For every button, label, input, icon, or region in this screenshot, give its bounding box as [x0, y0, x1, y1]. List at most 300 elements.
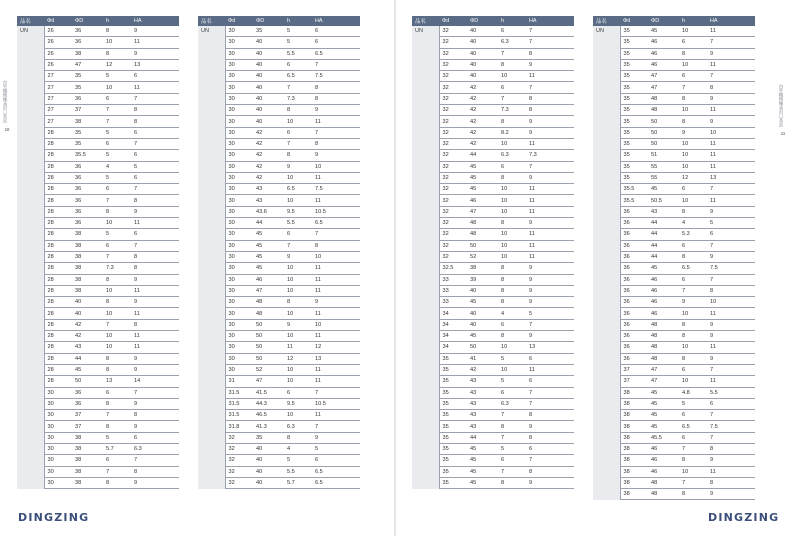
table-cell: 7 [312, 387, 360, 398]
table-row [198, 26, 360, 37]
table-cell: 28 [44, 150, 72, 161]
table-cell: 46 [253, 274, 284, 285]
table-cell: 9 [707, 319, 755, 330]
table-cell: 11 [526, 206, 574, 217]
table-cell: 6 [679, 71, 707, 82]
table-cell: 30 [225, 206, 253, 217]
table-cell: 7 [707, 37, 755, 48]
table-cell: 30 [225, 195, 253, 206]
table-cell: 6 [679, 274, 707, 285]
table-cell: 34 [439, 308, 467, 319]
table-cell: 13 [103, 376, 131, 387]
table-cell: 10 [498, 251, 526, 262]
table-cell: 35 [620, 138, 648, 149]
table-cell: 28 [44, 218, 72, 229]
table-cell: 33 [439, 274, 467, 285]
table-cell: 26 [44, 48, 72, 59]
table-cell: 5 [284, 455, 312, 466]
table-cell: 10 [284, 364, 312, 375]
table-cell: 35 [439, 398, 467, 409]
table-cell: 40 [467, 59, 498, 70]
table-cell: 11 [707, 26, 755, 37]
table-cell: 8 [131, 319, 179, 330]
table-cell: 11 [312, 285, 360, 296]
table-cell: 36 [620, 331, 648, 342]
table-cell: 6 [679, 240, 707, 251]
table-cell: 8 [284, 432, 312, 443]
table-cell: 48 [253, 308, 284, 319]
table-cell: 8 [498, 218, 526, 229]
table-cell: 12 [284, 353, 312, 364]
table-cell: 32 [439, 26, 467, 37]
table-cell: 7 [707, 274, 755, 285]
table-cell: 9 [707, 489, 755, 500]
table-cell: 50 [648, 138, 679, 149]
table-cell: 35 [620, 150, 648, 161]
table-cell: 8 [679, 489, 707, 500]
table-cell: 41.5 [253, 387, 284, 398]
table-cell: 38 [72, 285, 103, 296]
table-cell: 32 [439, 206, 467, 217]
table-cell: 5 [498, 376, 526, 387]
table-cell: 6 [284, 229, 312, 240]
table-cell: 55 [648, 172, 679, 183]
table-cell: 10 [103, 308, 131, 319]
table-cell: 5 [103, 432, 131, 443]
table-cell: 10 [103, 82, 131, 93]
table-cell: 10 [679, 342, 707, 353]
table-cell: 10 [498, 184, 526, 195]
table-cell: 45 [72, 364, 103, 375]
table-cell: 35 [620, 26, 648, 37]
table-cell: 30 [44, 443, 72, 454]
table-cell: 4 [284, 443, 312, 454]
table-cell: 45 [253, 240, 284, 251]
table-cell: 36 [72, 93, 103, 104]
table-cell: 28 [44, 172, 72, 183]
table-cell: 31 [225, 376, 253, 387]
table-cell: 8 [526, 93, 574, 104]
table-cell: 8 [707, 82, 755, 93]
table-cell: 6 [526, 443, 574, 454]
table-cell: 11 [312, 364, 360, 375]
table-cell: 38 [620, 410, 648, 421]
table-cell: 7.3 [498, 105, 526, 116]
table-cell: 30 [225, 105, 253, 116]
table-cell: 35 [620, 82, 648, 93]
table-cell: 43 [72, 342, 103, 353]
table-cell: 11 [131, 331, 179, 342]
table-cell: 40 [467, 48, 498, 59]
table-cell: 28 [44, 138, 72, 149]
table-cell: 42 [467, 93, 498, 104]
table-cell: 9 [131, 421, 179, 432]
table-cell: 8 [498, 477, 526, 488]
table-cell: 45 [467, 297, 498, 308]
table-cell: 8 [707, 285, 755, 296]
table-cell: 11 [312, 376, 360, 387]
table-cell: 8 [284, 297, 312, 308]
table-cell: 11 [707, 105, 755, 116]
table-cell: 35 [620, 48, 648, 59]
table-cell: 7 [526, 161, 574, 172]
table-cell: 4 [103, 161, 131, 172]
table-cell: 10 [679, 59, 707, 70]
table-cell: 8 [498, 285, 526, 296]
table-cell: 40 [72, 297, 103, 308]
table-cell: 45 [467, 443, 498, 454]
table-cell: 36 [620, 319, 648, 330]
table-cell: 8 [312, 138, 360, 149]
table-cell: 8 [498, 172, 526, 183]
table-cell: 9 [131, 364, 179, 375]
table-cell: 10 [284, 263, 312, 274]
table-cell: 5 [103, 150, 131, 161]
table-cell: 47 [253, 285, 284, 296]
table-cell: 11 [526, 364, 574, 375]
table-cell: 11 [526, 71, 574, 82]
table-cell: 37 [72, 421, 103, 432]
table-cell: 35 [620, 93, 648, 104]
table-cell: 32 [225, 455, 253, 466]
table-cell: 9 [284, 319, 312, 330]
table-cell: 6.3 [284, 421, 312, 432]
table-cell: 35 [72, 71, 103, 82]
table-cell: 10 [498, 71, 526, 82]
table-cell: 30 [225, 218, 253, 229]
table-cell: 51 [648, 150, 679, 161]
table-cell: 30 [225, 263, 253, 274]
table-cell: 5.5 [284, 466, 312, 477]
table-cell: 10 [498, 206, 526, 217]
table-cell: 32 [225, 466, 253, 477]
table-cell: 27 [44, 93, 72, 104]
table-cell: 7 [526, 37, 574, 48]
table-cell: 8 [103, 206, 131, 217]
table-row [412, 26, 574, 37]
table-cell: 32 [439, 71, 467, 82]
table-cell: 8 [679, 353, 707, 364]
table-cell: 10 [679, 150, 707, 161]
table-cell: 36 [620, 251, 648, 262]
table-cell: 43 [467, 410, 498, 421]
table-cell: 5.7 [284, 477, 312, 488]
column-header: HA [707, 16, 755, 26]
table-cell: 7 [707, 71, 755, 82]
column-header: 品名 [593, 16, 620, 26]
table-cell: 35 [620, 116, 648, 127]
table-cell: 35 [253, 26, 284, 37]
table-cell: 38 [620, 432, 648, 443]
table-cell: 37 [620, 376, 648, 387]
table-cell: 10 [284, 195, 312, 206]
table-cell: 35 [439, 387, 467, 398]
table-cell: 10 [679, 26, 707, 37]
table-cell: 8 [312, 240, 360, 251]
table-cell: 8 [103, 274, 131, 285]
table-cell: 5 [679, 398, 707, 409]
table-cell: 10 [284, 376, 312, 387]
table-cell: 40 [253, 105, 284, 116]
table-cell: 26 [44, 26, 72, 37]
table-cell: 7 [312, 229, 360, 240]
table-cell: 28 [44, 285, 72, 296]
table-cell: 35.5 [72, 150, 103, 161]
table-cell: 30 [225, 59, 253, 70]
table-cell: 5.5 [284, 48, 312, 59]
table-cell: 42 [467, 82, 498, 93]
table-cell: 8 [131, 251, 179, 262]
seal-table-3 [412, 16, 574, 489]
table-cell: 50 [648, 116, 679, 127]
table-cell: 9 [707, 93, 755, 104]
table-cell: 5.7 [103, 443, 131, 454]
product-name-cell: UN [593, 26, 620, 500]
table-cell: 11 [526, 184, 574, 195]
table-cell: 48 [648, 353, 679, 364]
table-cell: 5.5 [707, 387, 755, 398]
table-cell: 42 [72, 331, 103, 342]
table-cell: 8 [131, 410, 179, 421]
table-cell: 8 [284, 150, 312, 161]
table-cell: 7 [131, 93, 179, 104]
table-cell: 6.3 [498, 37, 526, 48]
table-cell: 32 [439, 184, 467, 195]
table-cell: 5.3 [679, 229, 707, 240]
table-cell: 9 [707, 353, 755, 364]
table-cell: 11 [131, 285, 179, 296]
table-cell: 45 [467, 172, 498, 183]
table-cell: 42 [253, 127, 284, 138]
table-cell: 28 [44, 353, 72, 364]
table-cell: 10 [498, 138, 526, 149]
table-cell: 32 [439, 37, 467, 48]
table-cell: 43 [467, 421, 498, 432]
table-cell: 31.5 [225, 387, 253, 398]
page-number-left: 10 [4, 127, 10, 132]
table-cell: 42 [467, 127, 498, 138]
table-cell: 35.5 [620, 195, 648, 206]
table-cell: 48 [648, 331, 679, 342]
product-name-cell: UN [412, 26, 439, 489]
table-cell: 7 [498, 466, 526, 477]
page-gutter [394, 0, 396, 536]
table-cell: 36 [620, 353, 648, 364]
table-cell: 31.8 [225, 421, 253, 432]
table-cell: 6 [498, 387, 526, 398]
table-cell: 10 [103, 218, 131, 229]
table-cell: 30 [225, 319, 253, 330]
table-cell: 44 [648, 229, 679, 240]
table-cell: 26 [44, 59, 72, 70]
seal-table-2 [198, 16, 360, 489]
table-cell: 9 [707, 331, 755, 342]
table-cell: 32 [439, 229, 467, 240]
table-cell: 8 [679, 331, 707, 342]
table-cell: 46 [467, 195, 498, 206]
table-cell: 9 [526, 218, 574, 229]
table-cell: 7 [526, 319, 574, 330]
table-cell: 38 [72, 477, 103, 488]
table-cell: 10 [679, 161, 707, 172]
table-cell: 30 [44, 387, 72, 398]
table-cell: 28 [44, 127, 72, 138]
table-cell: 6 [526, 376, 574, 387]
table-cell: 32 [439, 82, 467, 93]
table-cell: 10 [679, 105, 707, 116]
table-cell: 45 [253, 229, 284, 240]
table-cell: 27 [44, 116, 72, 127]
table-cell: 10 [707, 297, 755, 308]
table-cell: 48 [253, 297, 284, 308]
table-cell: 38 [620, 466, 648, 477]
side-label-right-text: 內外機械軸承封口基站 [779, 84, 784, 127]
table-cell: 30 [225, 229, 253, 240]
column-header: Φd [44, 16, 72, 26]
table-cell: 28 [44, 229, 72, 240]
table-cell: 30 [44, 410, 72, 421]
table-cell: 45 [648, 410, 679, 421]
table-cell: 11 [131, 82, 179, 93]
table-cell: 7 [526, 398, 574, 409]
table-cell: 43 [253, 184, 284, 195]
table-cell: 8 [131, 466, 179, 477]
table-cell: 7 [498, 410, 526, 421]
table-cell: 10 [679, 308, 707, 319]
table-cell: 35 [439, 364, 467, 375]
seal-table-4 [593, 16, 755, 500]
column-header: h [679, 16, 707, 26]
table-cell: 11 [707, 376, 755, 387]
table-cell: 36 [72, 387, 103, 398]
product-name-cell: UN [17, 26, 44, 489]
table-cell: 45 [253, 251, 284, 262]
table-cell: 8 [312, 82, 360, 93]
table-cell: 6 [284, 59, 312, 70]
table-cell: 38 [72, 274, 103, 285]
table-cell: 6.3 [498, 150, 526, 161]
table-cell: 42 [253, 161, 284, 172]
table-cell: 33 [439, 285, 467, 296]
table-cell: 7.5 [312, 71, 360, 82]
table-cell: 12 [312, 342, 360, 353]
table-cell: 9 [131, 274, 179, 285]
table-cell: 11 [707, 150, 755, 161]
table-cell: 32 [439, 127, 467, 138]
table-cell: 32 [439, 218, 467, 229]
table-cell: 10 [103, 342, 131, 353]
table-cell: 38 [620, 477, 648, 488]
table-cell: 5 [103, 127, 131, 138]
table-cell: 6.3 [131, 443, 179, 454]
table-row [593, 26, 755, 37]
table-cell: 13 [707, 172, 755, 183]
table-cell: 6 [679, 364, 707, 375]
table-cell: 46 [648, 455, 679, 466]
table-cell: 45 [648, 263, 679, 274]
table-cell: 40 [467, 308, 498, 319]
table-cell: 7.5 [707, 263, 755, 274]
table-cell: 11 [312, 410, 360, 421]
table-cell: 8 [707, 477, 755, 488]
table-cell: 35 [439, 353, 467, 364]
table-cell: 9 [284, 251, 312, 262]
table-cell: 42 [253, 138, 284, 149]
table-cell: 38 [620, 387, 648, 398]
table-cell: 32 [439, 195, 467, 206]
table-cell: 30 [225, 48, 253, 59]
table-cell: 8 [526, 432, 574, 443]
column-header: h [284, 16, 312, 26]
seal-table-1 [17, 16, 179, 489]
table-cell: 28 [44, 240, 72, 251]
table-cell: 38 [72, 455, 103, 466]
table-cell: 38 [72, 263, 103, 274]
table-cell: 35 [439, 477, 467, 488]
table-cell: 7 [526, 82, 574, 93]
product-name-cell: UN [198, 26, 225, 489]
table-cell: 5 [526, 308, 574, 319]
table-cell: 32 [439, 105, 467, 116]
table-cell: 44 [72, 353, 103, 364]
table-cell: 6.5 [312, 218, 360, 229]
table-cell: 11 [707, 342, 755, 353]
column-header: Φd [620, 16, 648, 26]
table-cell: 9 [312, 432, 360, 443]
table-cell: 45 [648, 387, 679, 398]
table-cell: 42 [253, 150, 284, 161]
table-cell: 10 [103, 37, 131, 48]
table-cell: 10 [498, 342, 526, 353]
table-cell: 35 [439, 376, 467, 387]
table-cell: 42 [467, 105, 498, 116]
table-cell: 45 [467, 466, 498, 477]
table-cell: 6 [707, 229, 755, 240]
table-cell: 5 [131, 161, 179, 172]
table-cell: 40 [253, 443, 284, 454]
table-cell: 40 [253, 455, 284, 466]
table-cell: 7 [103, 251, 131, 262]
table-cell: 8 [679, 251, 707, 262]
table-cell: 6 [131, 432, 179, 443]
table-cell: 6 [284, 387, 312, 398]
table-cell: 30 [225, 251, 253, 262]
table-cell: 40 [253, 37, 284, 48]
table-cell: 35 [620, 127, 648, 138]
table-cell: 11 [707, 59, 755, 70]
table-cell: 9 [312, 105, 360, 116]
table-cell: 35 [620, 71, 648, 82]
table-cell: 41 [467, 353, 498, 364]
table-cell: 8 [103, 364, 131, 375]
table-cell: 11 [131, 218, 179, 229]
table-cell: 36 [620, 206, 648, 217]
table-cell: 7 [103, 116, 131, 127]
table-cell: 9 [526, 477, 574, 488]
table-cell: 31.5 [225, 398, 253, 409]
table-cell: 6.5 [679, 421, 707, 432]
table-cell: 6 [131, 127, 179, 138]
table-cell: 8 [679, 116, 707, 127]
table-cell: 9 [526, 127, 574, 138]
table-cell: 8 [498, 59, 526, 70]
table-cell: 46 [648, 48, 679, 59]
table-cell: 48 [467, 229, 498, 240]
table-cell: 7 [312, 127, 360, 138]
column-header: 品名 [198, 16, 225, 26]
table-cell: 5 [707, 218, 755, 229]
table-cell: 28 [44, 161, 72, 172]
